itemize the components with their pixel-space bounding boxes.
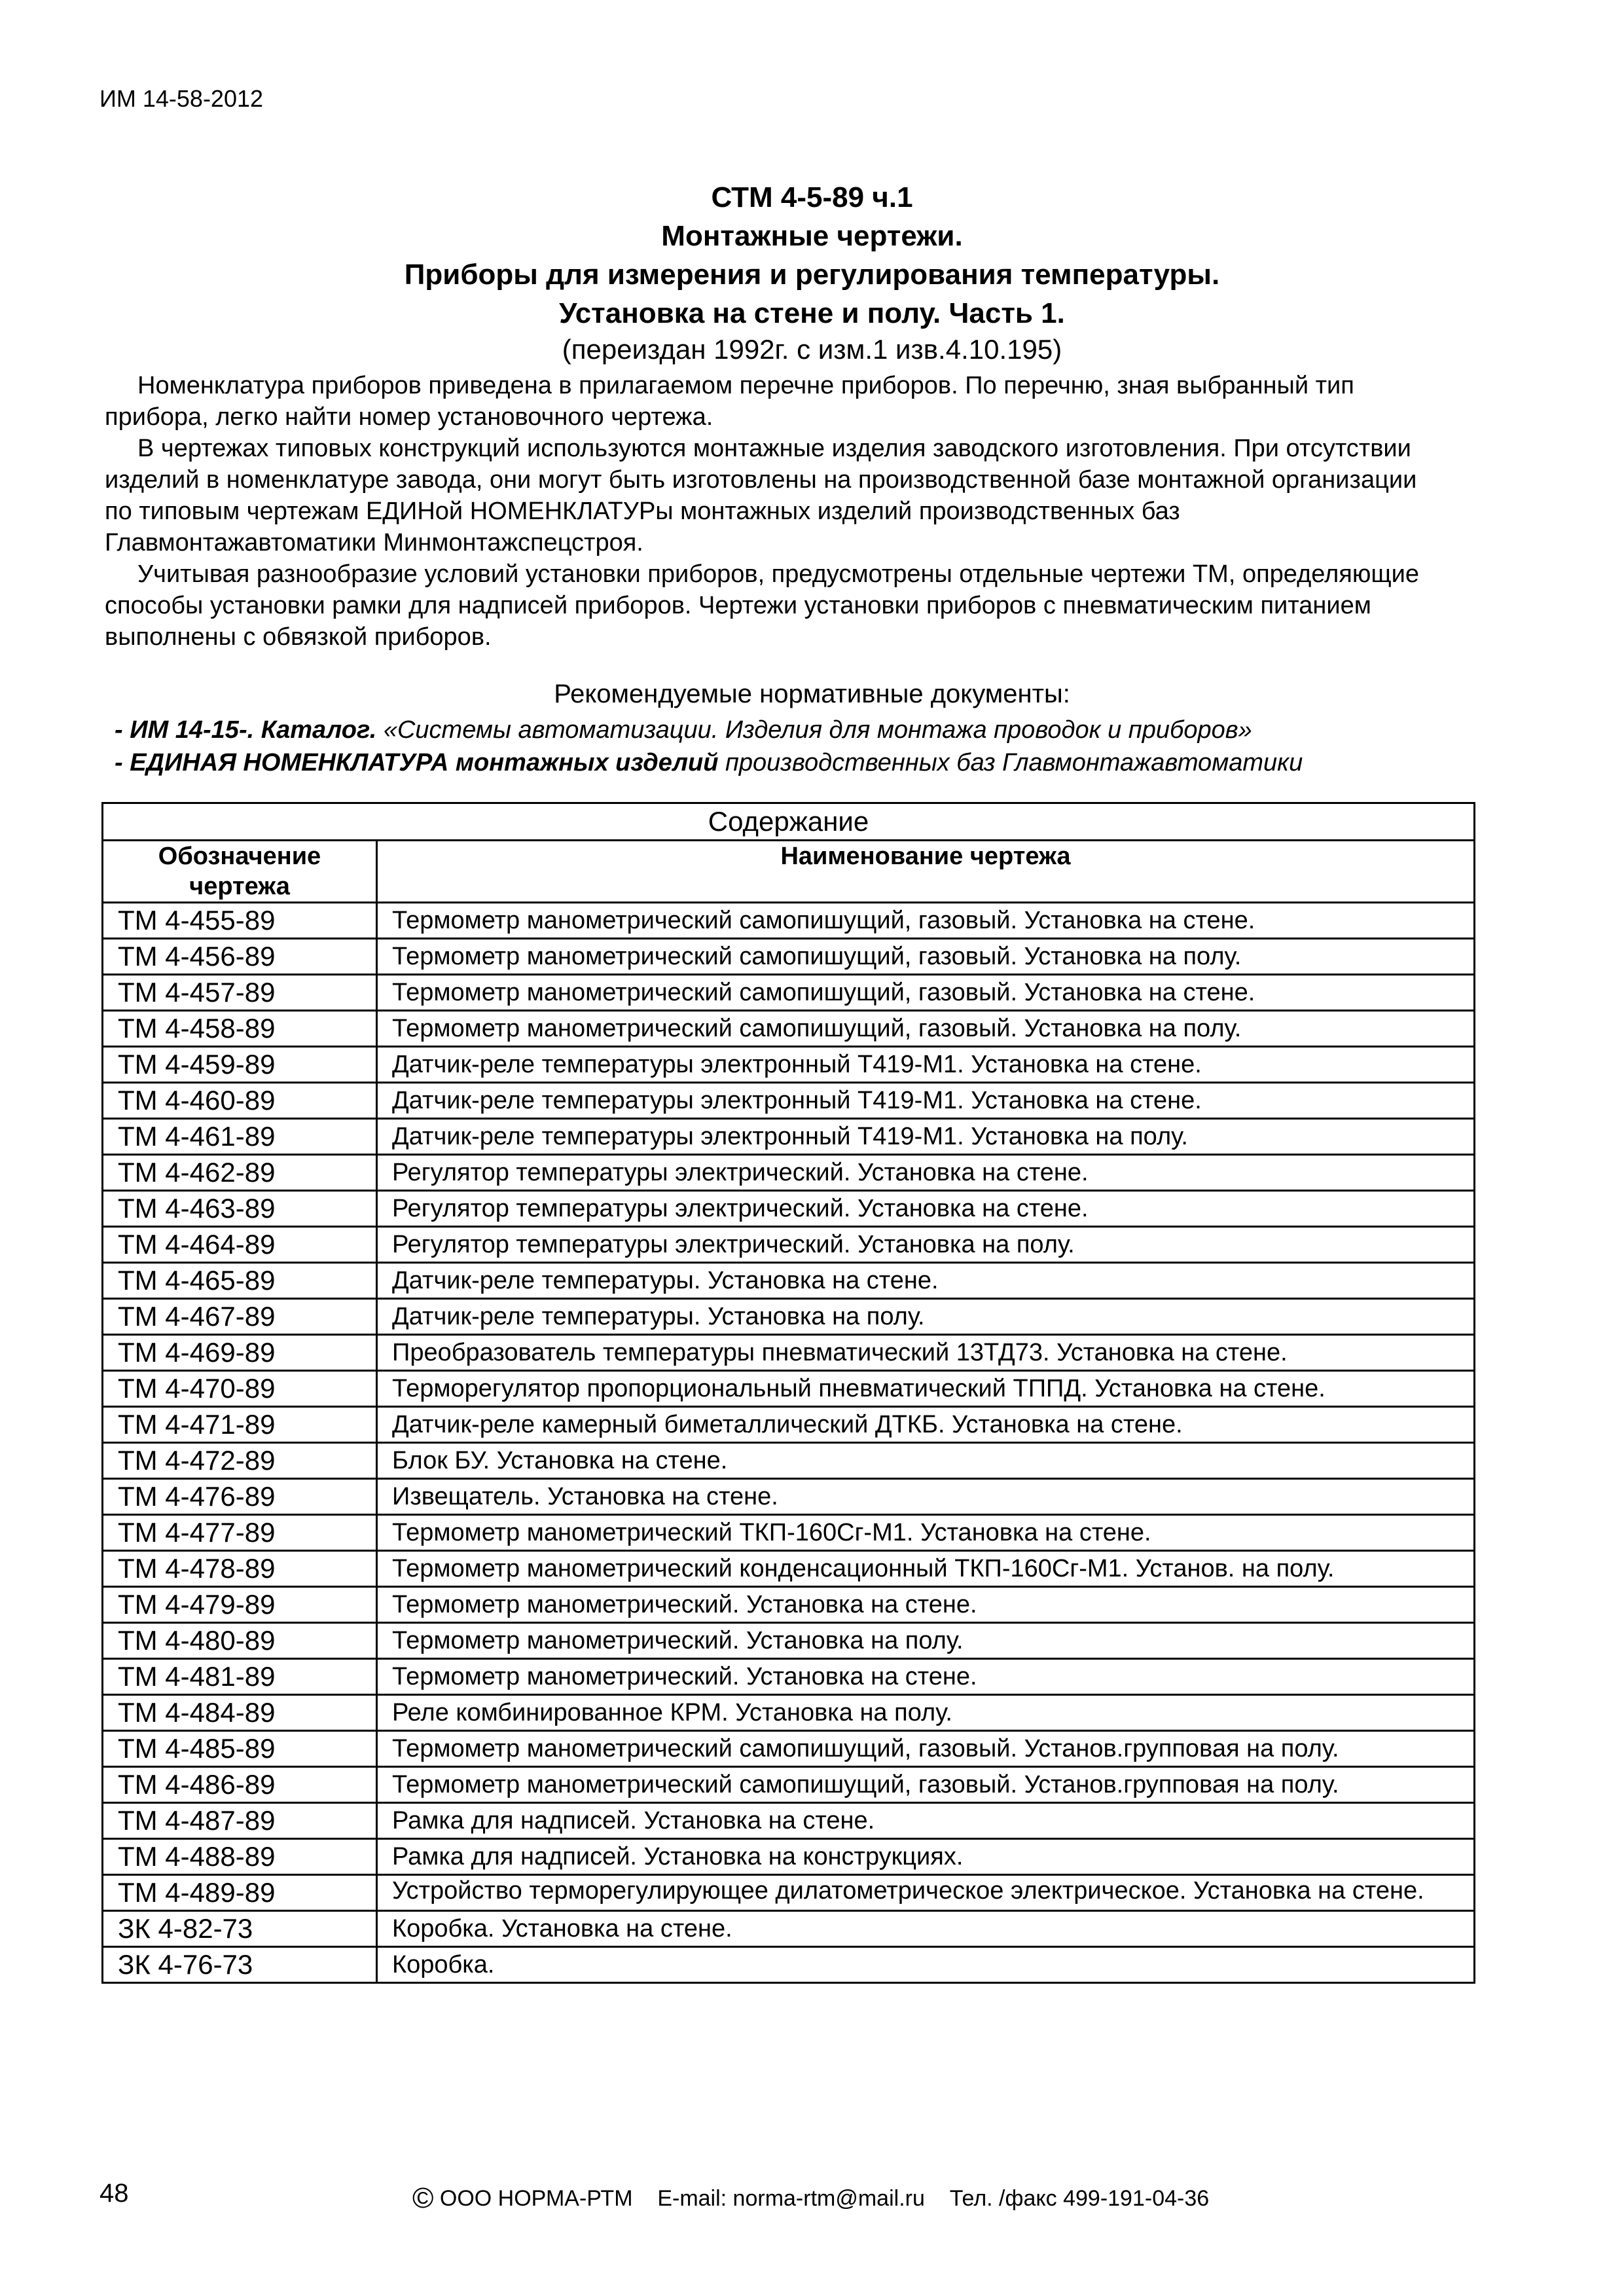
table-row: [103, 1047, 1475, 1083]
drawing-code: ТМ 4-464-89: [103, 1227, 377, 1263]
drawing-code: ТМ 4-461-89: [103, 1119, 377, 1155]
footer: [412, 2182, 1209, 2215]
table-row: [103, 1407, 1475, 1443]
table-row: [103, 1479, 1475, 1515]
table-row: [103, 1695, 1475, 1731]
table-row: [103, 1731, 1475, 1767]
title-line-1: СТМ 4-5-89 ч.1: [711, 181, 913, 213]
drawing-name: Датчик-реле температуры электронный Т419-М1. Установка на стене.: [377, 1047, 1475, 1083]
table-row: [103, 1515, 1475, 1551]
drawing-code: ТМ 4-477-89: [103, 1515, 377, 1551]
table-row: [103, 1011, 1475, 1047]
drawing-name: Рамка для надписей. Установка на стене.: [377, 1803, 1475, 1839]
reissue-note: (переиздан 1992г. с изм.1 изв.4.10.195): [562, 334, 1062, 365]
drawing-name: Термометр манометрический. Установка на стене.: [377, 1587, 1475, 1623]
drawing-code: ТМ 4-486-89: [103, 1767, 377, 1803]
table-row: [103, 975, 1475, 1011]
drawing-name: Регулятор температуры электрический. Установка на стене.: [377, 1191, 1475, 1227]
drawing-code: ТМ 4-476-89: [103, 1479, 377, 1515]
drawing-name: Термометр манометрический самопишущий, газовый. Установка на стене.: [377, 903, 1475, 939]
drawing-code: ТМ 4-478-89: [103, 1551, 377, 1587]
table-row: [103, 1443, 1475, 1479]
drawing-code: ТМ 4-480-89: [103, 1623, 377, 1659]
recommended-doc-1: [115, 714, 1522, 746]
table-row: [103, 1803, 1475, 1839]
contents-table: [101, 802, 1475, 1984]
drawing-name: Термометр манометрический. Установка на стене.: [377, 1659, 1475, 1695]
drawing-name: Термометр манометрический самопишущий, газовый. Установ.групповая на полу.: [377, 1767, 1475, 1803]
drawing-code: ТМ 4-488-89: [103, 1839, 377, 1875]
drawing-code: ТМ 4-458-89: [103, 1011, 377, 1047]
drawing-code: ТМ 4-479-89: [103, 1587, 377, 1623]
column-header-name: Наименование чертежа: [377, 841, 1475, 903]
table-row: [103, 1083, 1475, 1119]
intro-text: [105, 370, 1447, 653]
table-row: [103, 1263, 1475, 1299]
table-row: [103, 1371, 1475, 1407]
drawing-name: Реле комбинированное КРМ. Установка на полу.: [377, 1695, 1475, 1731]
table-row: [103, 1839, 1475, 1875]
column-header-code: Обозначение чертежа: [103, 841, 377, 903]
title-line-4: Установка на стене и полу. Часть 1.: [559, 297, 1065, 329]
drawing-name: Регулятор температуры электрический. Установка на стене.: [377, 1155, 1475, 1191]
table-row: [103, 1875, 1475, 1911]
table-row: [103, 1119, 1475, 1155]
drawing-name: Терморегулятор пропорциональный пневматический ТППД. Установка на стене.: [377, 1371, 1475, 1407]
drawing-code: ТМ 4-481-89: [103, 1659, 377, 1695]
page-number: 48: [99, 2179, 129, 2208]
drawing-name: Термометр манометрический самопишущий, газовый. Установка на полу.: [377, 1011, 1475, 1047]
drawing-code: ТМ 4-489-89: [103, 1875, 377, 1911]
drawing-code: ТМ 4-459-89: [103, 1047, 377, 1083]
table-row: [103, 1947, 1475, 1983]
intro-paragraph-2: В чертежах типовых конструкций используются монтажные изделия заводского изготовления. При отсутствии изделий в номенклатуре завода, они могут быть изготовлены на производственной базе монтажной организации по типовым чертежам ЕДИНой НОМЕНКЛАТУРы монтажных изделий производственных баз Главмонтажавтоматики Минмонтажспецстроя.: [105, 435, 1417, 556]
drawing-name: Термометр манометрический самопишущий, газовый. Установ.групповая на полу.: [377, 1731, 1475, 1767]
drawing-name: Датчик-реле камерный биметаллический ДТКБ. Установка на стене.: [377, 1407, 1475, 1443]
drawing-code: ТМ 4-471-89: [103, 1407, 377, 1443]
intro-paragraph-1: Номенклатура приборов приведена в прилагаемом перечне приборов. По перечню, зная выбранный тип прибора, легко найти номер установочного чертежа.: [105, 372, 1354, 431]
drawing-name: Регулятор температуры электрический. Установка на полу.: [377, 1227, 1475, 1263]
recommended-doc-2: [115, 746, 1522, 779]
title-block: [0, 178, 1624, 367]
drawing-code: ТМ 4-455-89: [103, 903, 377, 939]
recommended-doc-2-desc: производственных баз Главмонтажавтоматики: [718, 749, 1303, 776]
title-line-3: Приборы для измерения и регулирования температуры.: [404, 259, 1220, 291]
title-line-2: Монтажные чертежи.: [661, 220, 963, 252]
drawing-name: Термометр манометрический ТКП-160Сг-М1. Установка на стене.: [377, 1515, 1475, 1551]
recommended-docs-heading: Рекомендуемые нормативные документы:: [554, 680, 1070, 708]
footer-email: E-mail: norma-rtm@mail.ru: [657, 2186, 925, 2211]
drawing-name: Датчик-реле температуры электронный Т419-М1. Установка на стене.: [377, 1083, 1475, 1119]
copyright-icon: ©: [412, 2182, 434, 2214]
table-body: [103, 903, 1475, 1983]
drawing-code: ТМ 4-460-89: [103, 1083, 377, 1119]
table-row: [103, 1623, 1475, 1659]
drawing-code: ТМ 4-487-89: [103, 1803, 377, 1839]
drawing-name: Устройство терморегулирующее дилатометрическое электрическое. Установка на стене.: [377, 1875, 1475, 1911]
drawing-code: ТМ 4-470-89: [103, 1371, 377, 1407]
drawing-name: Термометр манометрический. Установка на полу.: [377, 1623, 1475, 1659]
drawing-name: Преобразователь температуры пневматический 13ТД73. Установка на стене.: [377, 1335, 1475, 1371]
recommended-doc-1-title: - ИМ 14-15-. Каталог.: [115, 716, 377, 744]
drawing-code: ЗК 4-82-73: [103, 1911, 377, 1947]
drawing-code: ТМ 4-484-89: [103, 1695, 377, 1731]
drawing-name: Извещатель. Установка на стене.: [377, 1479, 1475, 1515]
table-row: [103, 1155, 1475, 1191]
drawing-code: ТМ 4-469-89: [103, 1335, 377, 1371]
table-row: [103, 1191, 1475, 1227]
table-caption: Содержание: [103, 803, 1475, 841]
drawing-name: Датчик-реле температуры электронный Т419-М1. Установка на полу.: [377, 1119, 1475, 1155]
drawing-name: Коробка. Установка на стене.: [377, 1911, 1475, 1947]
drawing-code: ЗК 4-76-73: [103, 1947, 377, 1983]
recommended-doc-2-title: - ЕДИНАЯ НОМЕНКЛАТУРА монтажных изделий: [115, 749, 719, 776]
drawing-code: ТМ 4-467-89: [103, 1299, 377, 1335]
table-row: [103, 1551, 1475, 1587]
intro-paragraph-3: Учитывая разнообразие условий установки приборов, предусмотрены отдельные чертежи ТМ, определяющие способы установки рамки для надписей приборов. Чертежи установки приборов с пневматическим питанием выполнены с обвязкой приборов.: [105, 560, 1420, 651]
drawing-name: Датчик-реле температуры. Установка на полу.: [377, 1299, 1475, 1335]
drawing-code: ТМ 4-463-89: [103, 1191, 377, 1227]
drawing-code: ТМ 4-472-89: [103, 1443, 377, 1479]
drawing-code: ТМ 4-465-89: [103, 1263, 377, 1299]
drawing-code: ТМ 4-485-89: [103, 1731, 377, 1767]
drawing-name: Датчик-реле температуры. Установка на стене.: [377, 1263, 1475, 1299]
drawing-name: Рамка для надписей. Установка на конструкциях.: [377, 1839, 1475, 1875]
drawing-name: Блок БУ. Установка на стене.: [377, 1443, 1475, 1479]
drawing-name: Коробка.: [377, 1947, 1475, 1983]
drawing-name: Термометр манометрический самопишущий, газовый. Установка на стене.: [377, 975, 1475, 1011]
table-row: [103, 939, 1475, 975]
table-row: [103, 1299, 1475, 1335]
table-row: [103, 1587, 1475, 1623]
table-row: [103, 1767, 1475, 1803]
drawing-code: ТМ 4-457-89: [103, 975, 377, 1011]
recommended-doc-1-desc: «Системы автоматизации. Изделия для монтажа проводок и приборов»: [376, 716, 1252, 744]
table-row: [103, 1659, 1475, 1695]
drawing-name: Термометр манометрический конденсационный ТКП-160Сг-М1. Установ. на полу.: [377, 1551, 1475, 1587]
drawing-code: ТМ 4-462-89: [103, 1155, 377, 1191]
footer-phone: Тел. /факс 499-191-04-36: [949, 2186, 1210, 2211]
table-row: [103, 903, 1475, 939]
table-row: [103, 1911, 1475, 1947]
drawing-name: Термометр манометрический самопишущий, газовый. Установка на полу.: [377, 939, 1475, 975]
table-row: [103, 1335, 1475, 1371]
drawing-code: ТМ 4-456-89: [103, 939, 377, 975]
table-row: [103, 1227, 1475, 1263]
footer-company: ООО НОРМА-РТМ: [439, 2186, 633, 2211]
recommended-docs-list: [115, 714, 1522, 779]
document-code-header: ИМ 14-58-2012: [99, 85, 264, 112]
